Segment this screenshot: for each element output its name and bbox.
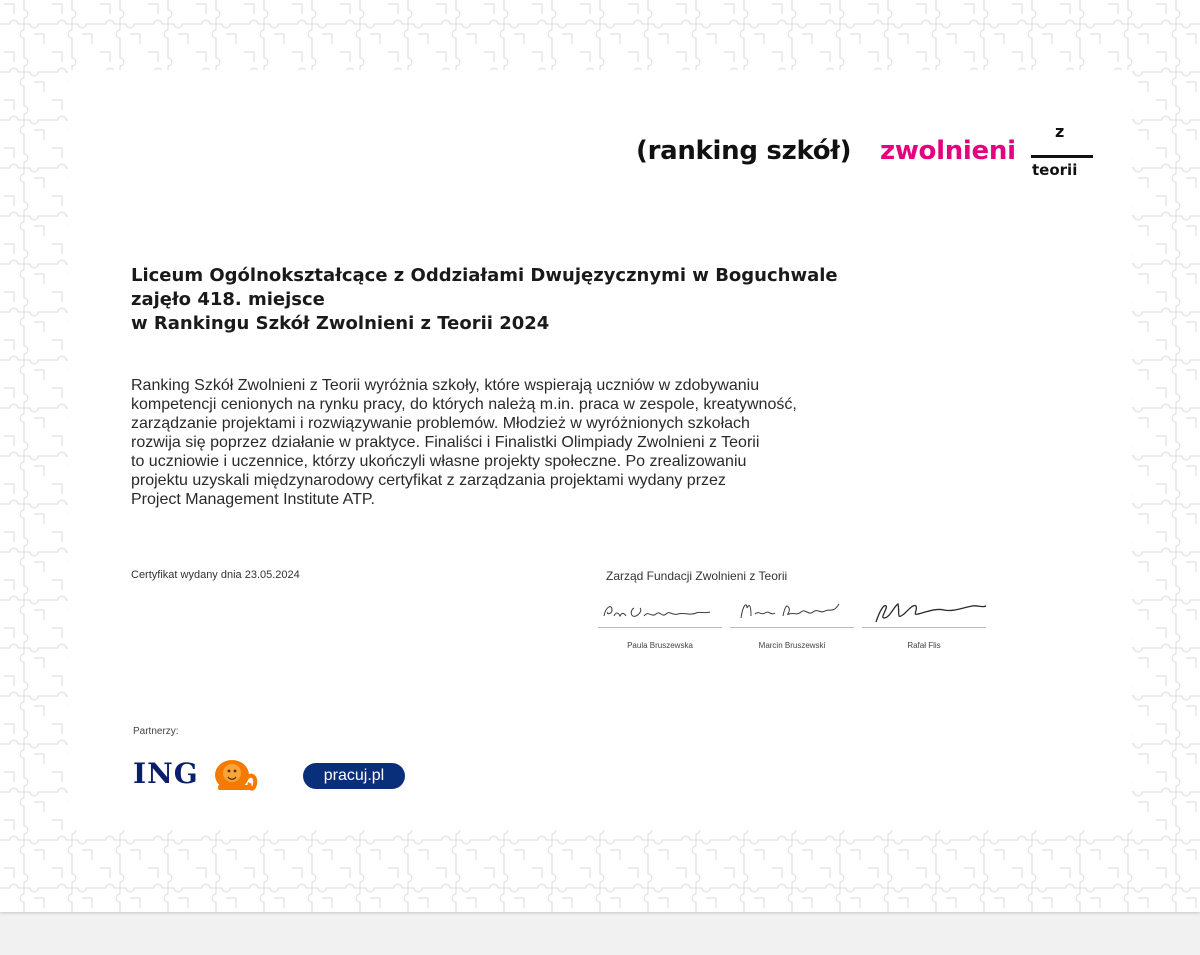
signer-name: Paula Bruszewska [627, 641, 693, 650]
signature-marcin-bruszewski [735, 596, 845, 626]
ranking-position-heading: zajęło 418. miejsce [131, 289, 325, 310]
pracuj-logo [303, 763, 405, 789]
zwolnieni-z-teorii-logo [0, 0, 1200, 200]
logo-fraction-bar [1031, 155, 1093, 158]
body-text-line: Project Management Institute ATP. [131, 491, 375, 508]
signature-rafal-flis [870, 596, 990, 626]
issue-date-text: Certyfikat wydany dnia 23.05.2024 [131, 569, 300, 581]
signer-name: Rafał Flis [907, 641, 941, 650]
logo-z-text: z [1055, 122, 1065, 141]
logo-ranking-text: (ranking szkół) [636, 136, 852, 166]
ing-lion-icon [208, 757, 268, 793]
board-title-text: Zarząd Fundacji Zwolnieni z Teorii [606, 569, 788, 583]
logo-teorii-text: teorii [1032, 161, 1078, 179]
body-text-line: rozwija się poprzez działanie w praktyce. Finaliści i Finalistki Olimpiady Zwolnieni z Teorii [131, 434, 760, 451]
signature-paula-bruszewska [600, 596, 720, 626]
signature-line [598, 627, 722, 628]
signer-name: Marcin Bruszewski [758, 641, 826, 650]
pracuj-logo-text: pracuj.pl [323, 767, 385, 784]
school-name-heading: Liceum Ogólnokształcące z Oddziałami Dwujęzycznymi w Boguchwale [131, 265, 838, 286]
signature-line [730, 627, 854, 628]
ranking-title-heading: w Rankingu Szkół Zwolnieni z Teorii 2024 [131, 313, 550, 334]
body-text-line: zarządzanie projektami i rozwiązywanie problemów. Młodzież w wyróżnionych szkołach [131, 415, 750, 432]
ing-logo [133, 757, 268, 793]
logo-zwolnieni-text: zwolnieni [880, 136, 1016, 166]
signature-line [862, 627, 986, 628]
body-text-line: Ranking Szkół Zwolnieni z Teorii wyróżnia szkoły, które wspierają uczniów w zdobywaniu [131, 377, 760, 394]
body-text-line: to uczniowie i uczennice, którzy ukończyli własne projekty społeczne. Po zrealizowaniu [131, 453, 747, 470]
partners-label: Partnerzy: [133, 726, 179, 737]
ing-logo-text: ING [133, 757, 199, 790]
body-text-line: projektu uzyskali międzynarodowy certyfikat z zarządzania projektami wydany przez [131, 472, 726, 489]
body-text-line: kompetencji cenionych na rynku pracy, do których należą m.in. praca w zespole, kreatywność, [131, 396, 797, 413]
